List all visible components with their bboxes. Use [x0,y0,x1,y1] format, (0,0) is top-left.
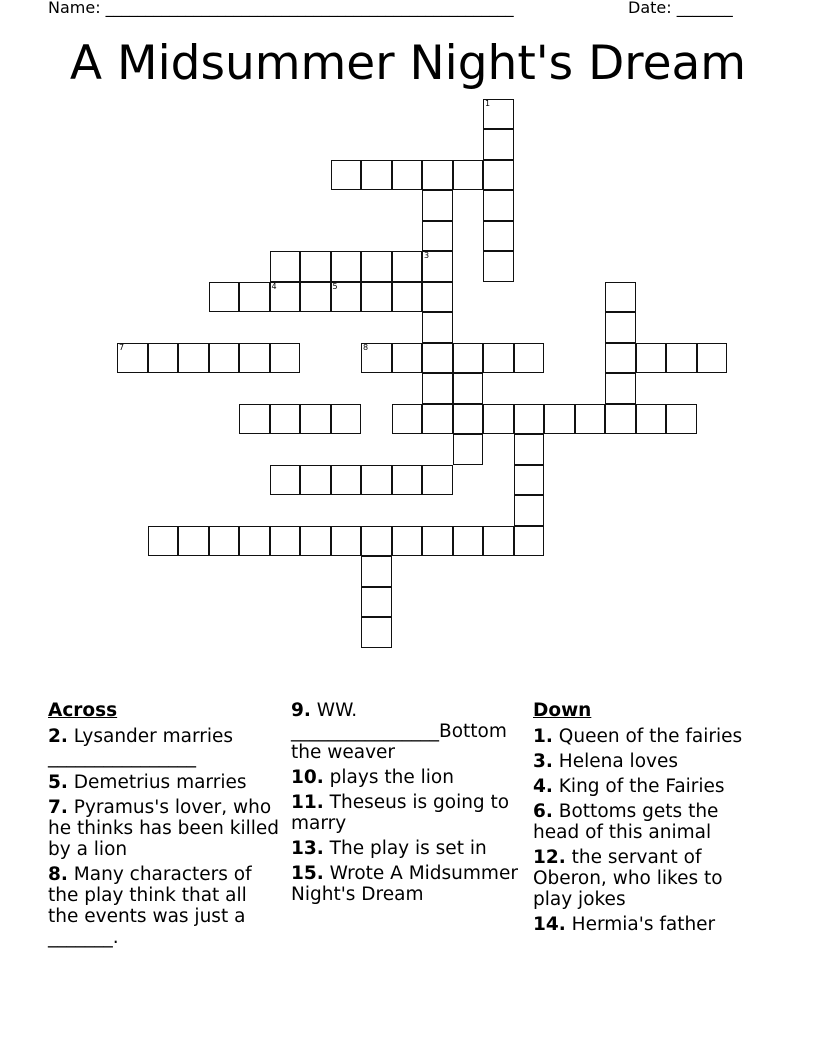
clue-across-15 [291,863,531,905]
clue-text: Queen of the fairies [558,726,743,747]
grid-cell[interactable] [392,526,423,557]
clue-across-10 [291,767,531,788]
clue-across-7 [48,797,280,860]
grid-cell[interactable] [239,526,270,557]
grid-cell[interactable] [331,160,362,191]
grid-cell[interactable] [300,282,331,313]
clue-number: 6. [533,801,553,822]
clue-number: 1. [533,726,553,747]
down-clues [533,700,763,939]
grid-cell[interactable] [361,251,392,282]
grid-cell[interactable] [483,343,514,374]
clue-number: 9. [291,700,311,721]
clue-down-6 [533,801,763,843]
clue-down-1 [533,726,763,747]
grid-cell[interactable] [270,343,301,374]
clue-down-12 [533,847,763,910]
grid-cell[interactable] [178,343,209,374]
grid-cell[interactable] [361,343,392,374]
grid-cell[interactable] [392,404,423,435]
grid-cell[interactable] [361,160,392,191]
grid-cell[interactable] [361,587,392,618]
grid-cell[interactable] [422,190,453,221]
grid-cell[interactable] [514,434,545,465]
clue-number: 14. [533,914,566,935]
clue-across-2 [48,726,280,768]
clue-text: Demetrius marries [73,772,247,793]
grid-cell[interactable] [331,465,362,496]
clue-text: Hermia's father [571,914,716,935]
clue-down-3 [533,751,763,772]
clue-across-13 [291,838,531,859]
clue-text: Helena loves [558,751,678,772]
grid-cell[interactable] [697,343,728,374]
clue-number: 15. [291,863,324,884]
down-heading: Down [533,700,592,721]
grid-cell[interactable] [422,160,453,191]
grid-cell[interactable] [392,343,423,374]
puzzle-title: A Midsummer Night's Dream [69,36,747,91]
grid-cell[interactable] [453,404,484,435]
grid-cell[interactable] [605,312,636,343]
cell-number: 3 [424,251,430,261]
grid-cell[interactable] [209,526,240,557]
date-field[interactable]: Date: _______ [628,0,733,17]
clue-number: 3. [533,751,553,772]
grid-cell[interactable] [300,526,331,557]
grid-cell[interactable] [239,404,270,435]
grid-cell[interactable] [666,404,697,435]
clue-text: King of the Fairies [558,776,725,797]
clue-text: Bottoms gets the head of this animal [533,801,719,843]
cell-number: 4 [271,281,277,291]
cell-number: 7 [119,342,125,352]
clue-across-5 [48,772,280,793]
grid-cell[interactable] [575,404,606,435]
grid-cell[interactable] [483,221,514,252]
grid-cell[interactable] [361,526,392,557]
grid-cell[interactable] [209,343,240,374]
grid-cell[interactable] [666,343,697,374]
clue-number: 2. [48,726,68,747]
across-heading: Across [48,700,118,721]
grid-cell[interactable] [300,465,331,496]
grid-cell[interactable] [422,526,453,557]
grid-cell[interactable] [422,312,453,343]
grid-cell[interactable] [483,160,514,191]
grid-cell[interactable] [422,282,453,313]
grid-cell[interactable] [178,526,209,557]
grid-cell[interactable] [605,282,636,313]
clue-across-8 [48,864,280,948]
across-clues-continued [291,700,531,909]
grid-cell[interactable] [148,343,179,374]
grid-cell[interactable] [422,404,453,435]
grid-cell[interactable] [483,526,514,557]
grid-cell[interactable] [392,282,423,313]
grid-cell[interactable] [361,465,392,496]
grid-cell[interactable] [239,343,270,374]
clue-number: 8. [48,864,68,885]
grid-cell[interactable] [544,404,575,435]
grid-cell[interactable] [239,282,270,313]
grid-cell[interactable] [483,190,514,221]
grid-cell[interactable] [422,221,453,252]
clue-across-11 [291,792,531,834]
clue-text: plays the lion [329,767,454,788]
grid-cell[interactable] [361,282,392,313]
grid-cell[interactable] [392,465,423,496]
grid-cell[interactable] [148,526,179,557]
clue-number: 11. [291,792,324,813]
grid-cell[interactable] [483,99,514,130]
clue-text: Pyramus's lover, who he thinks has been killed by a lion [48,797,280,860]
name-field[interactable]: Name: ___________________________________________________ [48,0,514,17]
grid-cell[interactable] [209,282,240,313]
grid-cell[interactable] [300,251,331,282]
clue-number: 10. [291,767,324,788]
grid-cell[interactable] [422,373,453,404]
clue-across-9 [291,700,531,763]
clue-text: The play is set in [329,838,487,859]
grid-cell[interactable] [270,526,301,557]
grid-cell[interactable] [514,526,545,557]
grid-cell[interactable] [483,251,514,282]
grid-cell[interactable] [361,617,392,648]
clue-text: the servant of Oberon, who likes to play jokes [533,847,723,910]
clue-down-4 [533,776,763,797]
grid-cell[interactable] [636,404,667,435]
grid-cell[interactable] [422,465,453,496]
clue-text: Theseus is going to marry [291,792,510,834]
across-clues [48,700,280,952]
grid-cell[interactable] [331,526,362,557]
grid-cell[interactable] [453,373,484,404]
grid-cell[interactable] [453,160,484,191]
grid-cell[interactable] [636,343,667,374]
clue-text: WW. ________________Bottom the weaver [291,700,507,763]
grid-cell[interactable] [300,404,331,435]
grid-cell[interactable] [331,404,362,435]
grid-cell[interactable] [331,282,362,313]
grid-cell[interactable] [453,526,484,557]
clue-number: 7. [48,797,68,818]
clue-number: 13. [291,838,324,859]
grid-cell[interactable] [605,343,636,374]
clue-text: Many characters of the play think that all the events was just a _______. [48,864,252,948]
grid-cell[interactable] [270,282,301,313]
grid-cell[interactable] [392,160,423,191]
clue-number: 12. [533,847,566,868]
grid-cell[interactable] [605,373,636,404]
grid-cell[interactable] [514,465,545,496]
grid-cell[interactable] [422,251,453,282]
clue-number: 4. [533,776,553,797]
cell-number: 5 [332,281,338,291]
grid-cell[interactable] [117,343,148,374]
grid-cell[interactable] [514,343,545,374]
grid-cell[interactable] [483,404,514,435]
grid-cell[interactable] [392,251,423,282]
clue-text: Wrote A Midsummer Night's Dream [291,863,518,905]
cell-number: 8 [363,342,369,352]
clue-text: Lysander marries ________________ [48,726,234,768]
grid-cell[interactable] [361,556,392,587]
grid-cell[interactable] [270,251,301,282]
grid-cell[interactable] [453,343,484,374]
grid-cell[interactable] [270,404,301,435]
grid-cell[interactable] [453,434,484,465]
grid-cell[interactable] [270,465,301,496]
grid-cell[interactable] [605,404,636,435]
grid-cell[interactable] [331,251,362,282]
clue-number: 5. [48,772,68,793]
cell-number: 1 [485,98,491,108]
clue-down-14 [533,914,763,935]
grid-cell[interactable] [514,404,545,435]
grid-cell[interactable] [483,129,514,160]
grid-cell[interactable] [514,495,545,526]
grid-cell[interactable] [422,343,453,374]
